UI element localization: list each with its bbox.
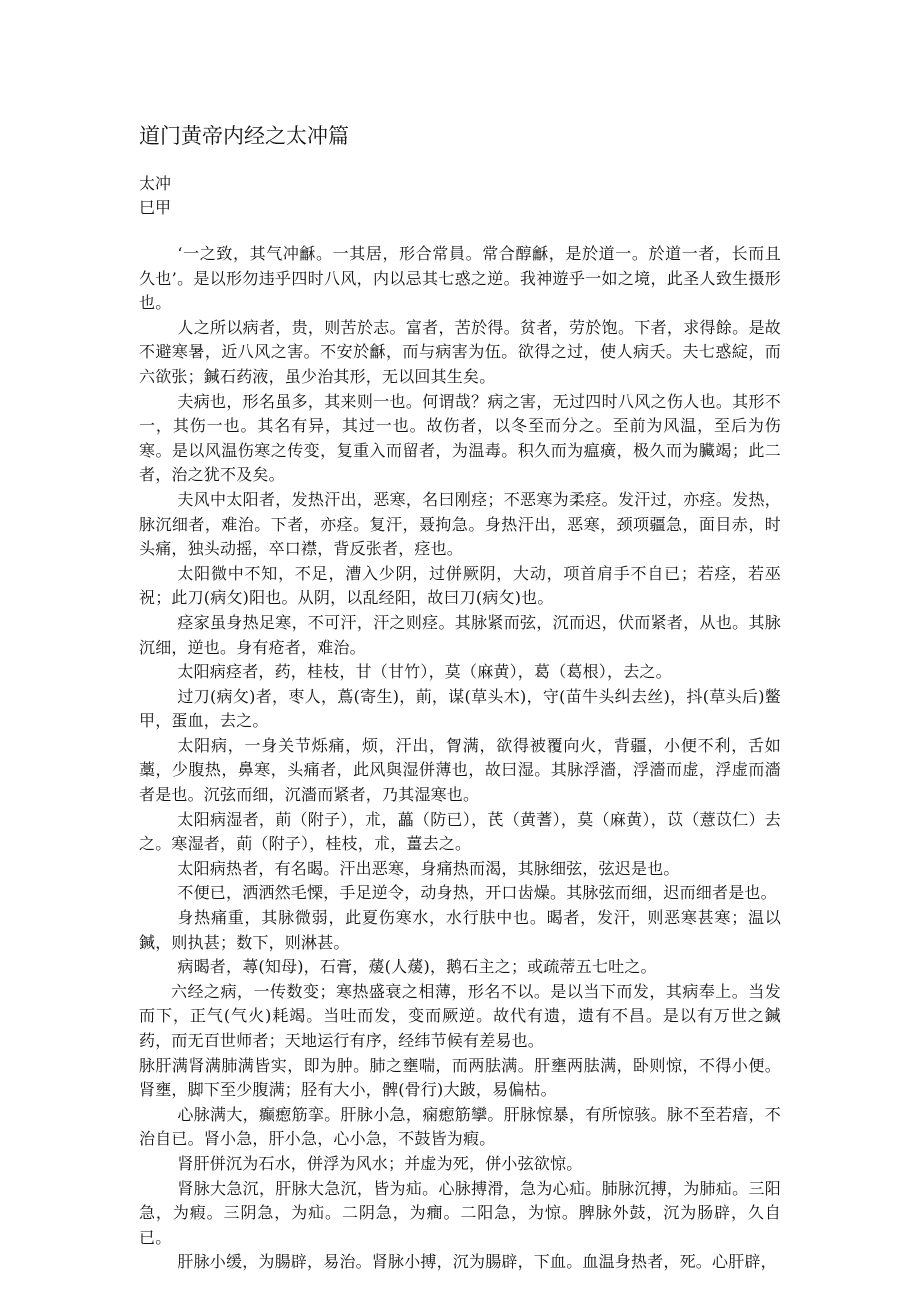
body-paragraph: 夫病也，形名虽多，其来则一也。何谓哉？病之害，无过四时八风之伤人也。其形不一，其伤一也。其名有异，其过一也。故伤者，以冬至而分之。至前为风温，至后为伤寒。是以风温伤寒之传变，复重入而留者，为温毒。积久而为瘟癀，极久而为臟竭；此二者，治之犹不及矣。 [139, 391, 781, 485]
body-paragraph: 身热痛重，其脉微弱，此夏伤寒水，水行肤中也。暍者，发汗，则恶寒甚寒；温以鍼，则执甚；数下，则淋甚。 [139, 908, 781, 952]
body-paragraph: 人之所以病者，贵，则苦於志。富者，苦於得。贫者，劳於饱。下者，求得餘。是故不避寒暑，近八风之害。不安於龢，而与病害为伍。欲得之过，使人病夭。夫七惑綻，而六欲张；鍼石药液，虽少治其形，无以回其生矣。 [139, 317, 781, 386]
body-paragraph: 肝脉小缓，为腸辟，易治。肾脉小搏，沉为腸辟，下血。血温身热者，死。心肝辟， [177, 1252, 777, 1272]
body-paragraph: 脉肝满肾满肺满皆实，即为肿。肺之壅喘，而两胠满。肝壅两胠满，卧则惊，不得小便。肾壅，脚下至少腹满；胫有大小，髀(骨行)大跛，易偏枯。 [139, 1055, 781, 1100]
body-paragraph: 太阳病湿者，萴（附子），朮，藟（防已），芪（黄蓍），莫（麻黄），苡（薏苡仁）去之。寒湿者，萴（附子），桂枝，朮，薑去之。 [139, 809, 781, 854]
body-paragraph: 太阳微中不知，不足，漕入少阴，过併厥阴，大动，项首肩手不自已；若痉，若巫祝；此刀(病攵)阳也。从阴，以乱经阳，故曰刀(病攵)也。 [139, 563, 781, 608]
body-paragraph: 肾脉大急沉，肝脉大急沉，皆为疝。心脉搏滑，急为心疝。肺脉沉搏，为肺疝。三阳急，为瘕。三阴急，为疝。二阴急，为癎。二阳急，为惊。脾脉外鼓，沉为肠辟，久自已。 [139, 1178, 781, 1247]
body-paragraph: 夫风中太阳者，发热汗出，恶寒，名曰刚痉；不恶寒为柔痉。发汗过，亦痉。发热，脉沉细者，难治。下者，亦痉。复汗，聂拘急。身热汗出，恶寒，颈项疆急，面目赤，时头痛，独头动摇，卒口襟，背反张者，痉也。 [139, 489, 781, 559]
body-paragraph: 心脉满大，癫瘛筋挛。肝脉小急，痫瘛筋攣。肝脉惊暴，有所惊骇。脉不至若瘖，不治自已。肾小急，肝小急，心小急，不鼓皆为瘕。 [139, 1104, 781, 1149]
body-text [139, 242, 781, 1275]
body-paragraph: 痉家虽身热足寒，不可汗，汗之则痉。其脉紧而弦，沉而迟，伏而紧者，从也。其脉沉细，逆也。身有疮者，难治。 [139, 612, 781, 657]
body-paragraph: 肾肝併沉为石水，併浮为风水；并虚为死，併小弦欲惊。 [177, 1153, 583, 1173]
body-paragraph: 太阳病热者，有名暍。汗出恶寒，身痛热而渴，其脉细弦，弦迟是也。 [177, 858, 680, 878]
body-paragraph: 过刀(病攵)者，枣人，蔦(寄生)，萴，谋(草头木)，守(苗牛头纠去丝)，抖(草头后)鳖甲，蛋血，去之。 [139, 686, 781, 731]
body-paragraph: ‘一之致，其气冲龢。一其居，形合常員。常合醇龢，是於道一。於道一者，长而且久也’。是以形勿违乎四时八风，内以忌其七惑之逆。我神遊乎一如之境，此圣人致生摄形也。 [139, 244, 781, 313]
section-heading: 太冲 [139, 174, 172, 193]
body-paragraph: 太阳病痉者，药，桂枝，甘（甘竹），莫（麻黄），葛（葛根），去之。 [177, 662, 672, 682]
body-paragraph: 六经之病，一传数变；寒热盛衰之相薄，形名不以。是以当下而发，其病奉上。当发而下，正气(气火)耗竭。当吐而发，变而厥逆。故代有遗，遗有不昌。是以有万世之鍼药，而无百世师者；天地运行有序，经纬节候有差易也。 [139, 981, 781, 1050]
subsection-heading: 巳甲 [139, 198, 172, 217]
body-paragraph: 太阳病，一身关节烁痛，烦，汗出，胷满，欲得被覆向火，背疆，小便不利，舌如藁，少腹热，鼻寒，头痛者，此风與湿併薄也，故曰湿。其脉浮濇，浮濇而虚，浮虚而濇者是也。沉弦而细，沉濇而紧者，乃其湿寒也。 [139, 735, 781, 805]
document-title: 道门黄帝内经之太冲篇 [139, 124, 349, 148]
body-paragraph: 病暍者，蕁(知母)，石膏，蕿(人蕿)，鹅石主之；或疏蒂五七吐之。 [177, 957, 657, 977]
body-paragraph: 不便已，洒洒然毛慄，手足逆令，动身热，开口齿燥。其脉弦而细，迟而细者是也。 [177, 883, 777, 903]
